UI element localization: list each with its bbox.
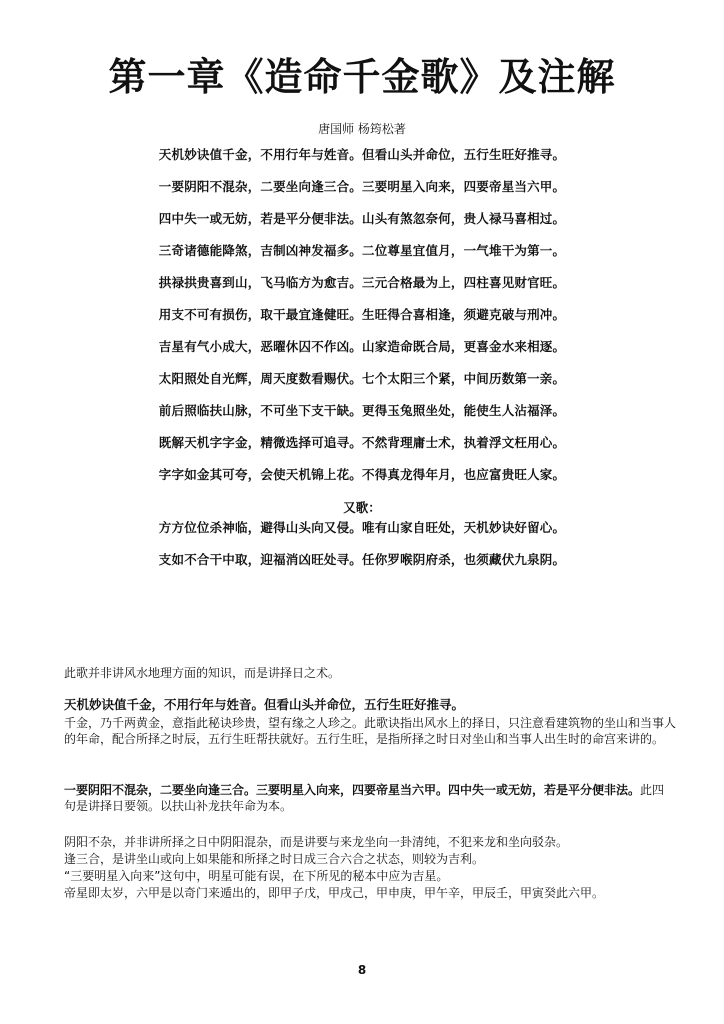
- commentary-body-2: 此四句是讲择日要领。以扶山补龙扶年命为本。: [64, 783, 665, 813]
- author-line: 唐国师 杨筠松著: [318, 122, 406, 136]
- commentary-line: 逢三合，是讲坐山或向上如果能和所择之时日成三合六合之状态，则较为吉利。: [64, 852, 485, 866]
- extra-verse-line: 方方位位杀神临，避得山头向又侵。唯有山家自旺处，天机妙诀好留心。: [158, 520, 566, 535]
- commentary-intro: 此歌并非讲风水地理方面的知识，而是讲择日之术。: [64, 666, 341, 680]
- verse-line: 三奇诸德能降煞，吉制凶神发福多。二位尊星宜值月，一气堆干为第一。: [158, 243, 566, 258]
- verse-line: 吉星有气小成大，恶曜休囚不作凶。山家造命既合局，更喜金水来相逐。: [158, 339, 566, 354]
- commentary-line: 阴阳不杂，并非讲所择之日中阴阳混杂，而是讲要与来龙坐向一卦清纯，不犯来龙和坐向驳杂。: [64, 835, 569, 849]
- commentary-body-1: 千金，乃千两黄金，意指此秘诀珍贵，望有缘之人珍之。此歌诀指出风水上的择日，只注意看建筑物的坐山和当事人的年命，配合所择之时辰，五行生旺帮扶就好。五行生旺，是指所择之时日对坐山和当事人出生时的命宫来讲的。: [64, 716, 677, 746]
- verse-line: 四中失一或无妨，若是平分便非法。山头有煞忽奈何，贵人禄马喜相过。: [158, 211, 566, 226]
- commentary-heading-2: 一要阴阳不混杂，二要坐向逢三合。三要明星入向来，四要帝星当六甲。四中失一或无妨，若是平分便非法。: [64, 783, 641, 797]
- verse-line: 既解天机字字金，精微选择可追寻。不然背理庸士术，执着浮文枉用心。: [158, 435, 566, 450]
- verse-line: 字字如金其可夸，会使天机锦上花。不得真龙得年月，也应富贵旺人家。: [158, 467, 566, 482]
- commentary-heading-1: 天机妙诀值千金，不用行年与姓音。但看山头并命位，五行生旺好推寻。: [64, 697, 465, 712]
- verse-line: 天机妙诀值千金，不用行年与姓音。但看山头并命位，五行生旺好推寻。: [158, 147, 566, 162]
- chapter-title: 第一章《造命千金歌》及注解: [108, 55, 616, 99]
- verse-line: 太阳照处自光辉，周天度数看赐伏。七个太阳三个紧，中间历数第一亲。: [158, 371, 566, 386]
- verse-line: 拱禄拱贵喜到山，飞马临方为愈吉。三元合格最为上，四柱喜见财官旺。: [158, 275, 566, 290]
- commentary-block-2: [64, 782, 676, 814]
- commentary-line: “三要明星入向来”这句中，明星可能有误，在下所见的秘本中应为吉星。: [64, 869, 449, 883]
- verse-line: 用支不可有损伤，取干最宜逢健旺。生旺得合喜相逢，须避克破与刑冲。: [158, 307, 566, 322]
- extra-verse-line: 支如不合干中取，迎福消凶旺处寻。任你罗喉阴府杀，也须藏伏九泉阴。: [158, 552, 566, 567]
- extra-song-heading: 又歌：: [343, 500, 381, 515]
- verse-line: 一要阴阳不混杂，二要坐向逢三合。三要明星入向来，四要帝星当六甲。: [158, 179, 566, 194]
- page-number: 8: [357, 963, 367, 977]
- verse-line: 前后照临扶山脉，不可坐下支干缺。更得玉兔照坐处，能使生人沾福泽。: [158, 403, 566, 418]
- commentary-line: 帝星即太岁，六甲是以奇门来遁出的，即甲子戊，甲戌己，甲申庚，甲午辛，甲辰壬，甲寅癸此六甲。: [64, 886, 605, 900]
